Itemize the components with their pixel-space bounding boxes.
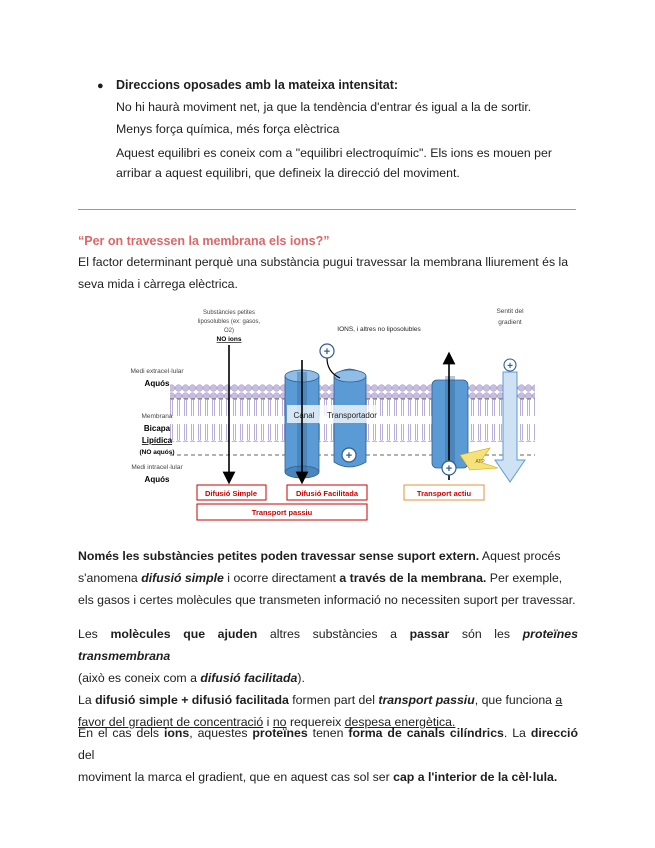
paragraph-line: arribar a aquest equilibri, que defineix la direcció del moviment. — [116, 166, 460, 180]
paragraph-text: Les — [78, 627, 111, 641]
paragraph-bold-italic: difusió simple — [141, 571, 224, 585]
paragraph-text: del — [78, 748, 95, 762]
difusio-simple-label: Difusió Simple — [204, 489, 258, 498]
gradient-label: Sentit del — [496, 308, 524, 315]
paragraph-text: moviment la marca el gradient, que en aquest cas sol ser — [78, 770, 394, 784]
paragraph-line: El factor determinant perquè una substància pugui travessar la membrana lliurement és la — [78, 255, 569, 269]
membrane-bicapa: Bicapa — [143, 424, 171, 433]
membrane-no-aquos: (NO aquós) — [139, 449, 175, 456]
paragraph — [78, 623, 578, 733]
paragraph-bold: ions — [163, 726, 190, 740]
section-heading: “Per on travessen la membrana els ions?” — [78, 234, 330, 248]
medi-extracellular-label: Medi extracel·lular — [130, 368, 184, 375]
paragraph-text: són les — [449, 627, 523, 641]
paragraph-text: tenen — [307, 726, 349, 740]
paragraph-bold: cap a l'interior de la cèl·lula. — [393, 770, 558, 784]
paragraph-text: i ocorre directament — [223, 571, 340, 585]
paragraph-bold: passar — [409, 627, 450, 641]
paragraph-line: Menys força química, més força elèctrica — [116, 122, 340, 136]
paragraph-bold: direcció — [530, 726, 578, 740]
paragraph-text: formen part del — [288, 693, 379, 707]
paragraph-line: No hi haurà moviment net, ja que la tendència d'entrar és igual a la de sortir. — [116, 100, 532, 114]
bullet-title: Direccions oposades amb la mateixa intensitat: — [116, 78, 399, 92]
paragraph-text: Per exemple, — [486, 571, 563, 585]
paragraph-bold: difusió simple + difusió facilitada — [95, 693, 289, 707]
no-ions-label: NO ions — [216, 336, 242, 343]
paragraph-bold-italic: proteïnes transmembrana — [78, 627, 578, 663]
ion-plus-sign: + — [345, 450, 353, 462]
paragraph-text: altres substàncies a — [257, 627, 410, 641]
paragraph-text: (això es coneix com a — [78, 671, 201, 685]
paragraph — [78, 545, 578, 611]
paragraph-bold-italic: transport passiu — [378, 693, 475, 707]
bullet-icon: ● — [97, 80, 104, 92]
ion-plus-sign: + — [445, 463, 453, 475]
ions-label: IONS, i altres no liposolubles — [337, 326, 421, 333]
transportador-label: Transportador — [327, 411, 377, 420]
transport-actiu-label: Transport actiu — [416, 489, 472, 498]
paragraph-text: . La — [503, 726, 531, 740]
paragraph-text: , aquestes — [189, 726, 253, 740]
small-substances-label: liposolubles (ex: gasos, — [197, 319, 261, 325]
medi-intracellular-aquos: Aquós — [144, 475, 170, 484]
paragraph-underline: favor del gradient de concentració — [78, 715, 264, 729]
paragraph-underline: a — [555, 693, 563, 707]
canal-label: Canal — [293, 411, 315, 420]
medi-intracellular-label: Medi intracel·lular — [131, 464, 183, 471]
paragraph — [78, 722, 578, 788]
paragraph-bold: forma de canals cilíndrics — [348, 726, 504, 740]
membrane-label: Membrana — [141, 413, 173, 420]
paragraph-underline: no — [272, 715, 287, 729]
paragraph-text: La — [78, 693, 96, 707]
paragraph-bold: proteïnes — [252, 726, 308, 740]
gradient-label: gradient — [498, 319, 522, 326]
ion-plus-sign: + — [507, 361, 513, 372]
paragraph-text: els gasos i certes molècules que transmeten informació no necessiten suport per travessar. — [78, 593, 576, 607]
paragraph-text: requereix — [286, 715, 345, 729]
medi-extracellular-aquos: Aquós — [144, 379, 170, 388]
paragraph-bold: molècules que ajuden — [110, 627, 258, 641]
paragraph-line: Aquest equilibri es coneix com a "equilibri electroquímic". Els ions es mouen per — [116, 146, 552, 160]
difusio-facilitada-label: Difusió Facilitada — [295, 489, 359, 498]
paragraph-text: ). — [297, 671, 305, 685]
paragraph-text: En el cas dels — [78, 726, 164, 740]
paragraph-text: Aquest procés — [479, 549, 561, 563]
paragraph-underline: despesa energètica. — [344, 715, 456, 729]
paragraph-bold: Només les substàncies petites poden travessar sense suport extern. — [78, 549, 480, 563]
transport-passiu-label: Transport passiu — [251, 508, 313, 517]
paragraph-bold-italic: difusió facilitada — [200, 671, 298, 685]
atp-label: ATP — [475, 459, 485, 465]
paragraph-text: i — [263, 715, 273, 729]
paragraph-text: s'anomena — [78, 571, 142, 585]
ion-plus-sign: + — [323, 346, 331, 358]
small-substances-label: Substàncies petites — [202, 310, 256, 316]
paragraph-bold: a través de la membrana. — [339, 571, 487, 585]
paragraph-line: seva mida i càrrega elèctrica. — [78, 277, 238, 291]
small-substances-label: O2) — [223, 328, 235, 334]
membrane-lipidica: Lipídica — [141, 436, 173, 445]
paragraph-text: , que funciona — [474, 693, 556, 707]
